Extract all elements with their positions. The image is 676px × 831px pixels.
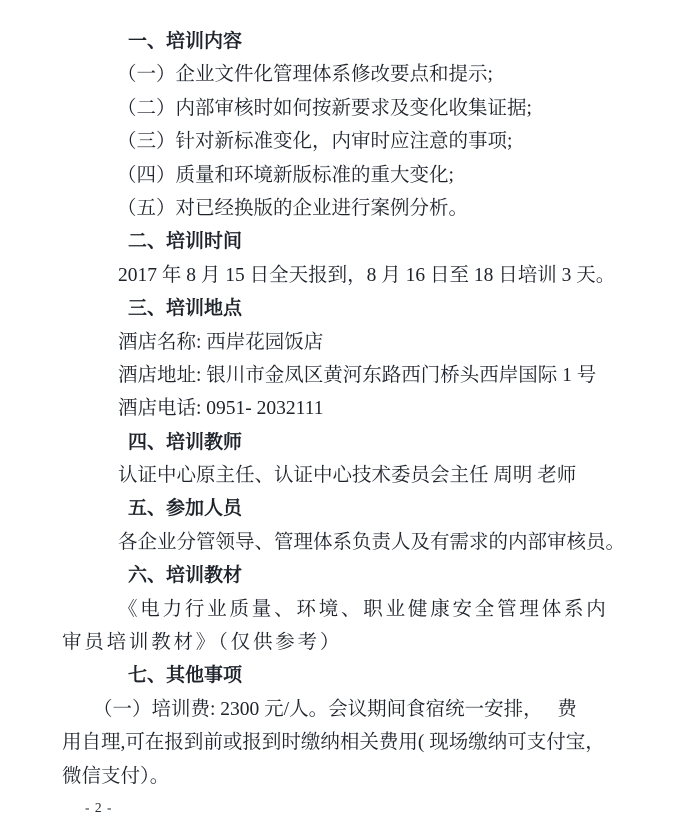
- section-heading-training-teacher: 四、培训教师: [128, 431, 243, 453]
- section-heading-training-content: 一、培训内容: [128, 31, 243, 52]
- list-item-3: （三）针对新标准变化，内审时应注意的事项;: [117, 131, 513, 153]
- fee-text-line-2: 用自理,可在报到前或报到时缴纳相关费用( 现场缴纳可支付宝，: [62, 732, 605, 754]
- section-heading-participants: 五、参加人员: [128, 498, 243, 520]
- list-item-1: （一）企业文件化管理体系修改要点和提示;: [117, 64, 493, 86]
- training-time-text: 2017 年 8 月 15 日全天报到，8 月 16 日至 18 日培训 3 天。: [118, 264, 616, 286]
- section-heading-training-location: 三、培训地点: [128, 298, 243, 320]
- page-number: - 2 -: [85, 799, 113, 815]
- section-heading-training-material: 六、培训教材: [128, 565, 243, 587]
- section-heading-training-time: 二、培训时间: [128, 231, 243, 253]
- document-body: [62, 25, 626, 793]
- list-item-2: （二）内部审核时如何按新要求及变化收集证据;: [117, 97, 532, 119]
- fee-text-line-3: 微信支付）。: [62, 765, 170, 787]
- hotel-name-line: 酒店名称: 西岸花园饭店: [118, 331, 324, 353]
- fee-text-line-1: （一）培训费: 2300 元/人。会议期间食宿统一安排， 费: [93, 698, 577, 720]
- participants-text: 各企业分管领导、管理体系负责人及有需求的内部审核员。: [118, 531, 626, 553]
- hotel-address-line: 酒店地址: 银川市金凤区黄河东路西门桥头西岸国际 1 号: [118, 364, 597, 386]
- teacher-text: 认证中心原主任、认证中心技术委员会主任 周明 老师: [118, 465, 577, 487]
- list-item-5: （五）对已经换版的企业进行案例分析。: [117, 197, 469, 219]
- material-text-line-2: 审员培训教材》（仅供参考）: [62, 632, 343, 654]
- list-item-4: （四）质量和环境新版标准的重大变化;: [117, 164, 454, 186]
- material-text-line-1: 《电力行业质量、环境、职业健康安全管理体系内: [118, 598, 609, 620]
- hotel-phone-line: 酒店电话: 0951- 2032111: [118, 398, 324, 420]
- section-heading-other-matters: 七、其他事项: [128, 665, 243, 687]
